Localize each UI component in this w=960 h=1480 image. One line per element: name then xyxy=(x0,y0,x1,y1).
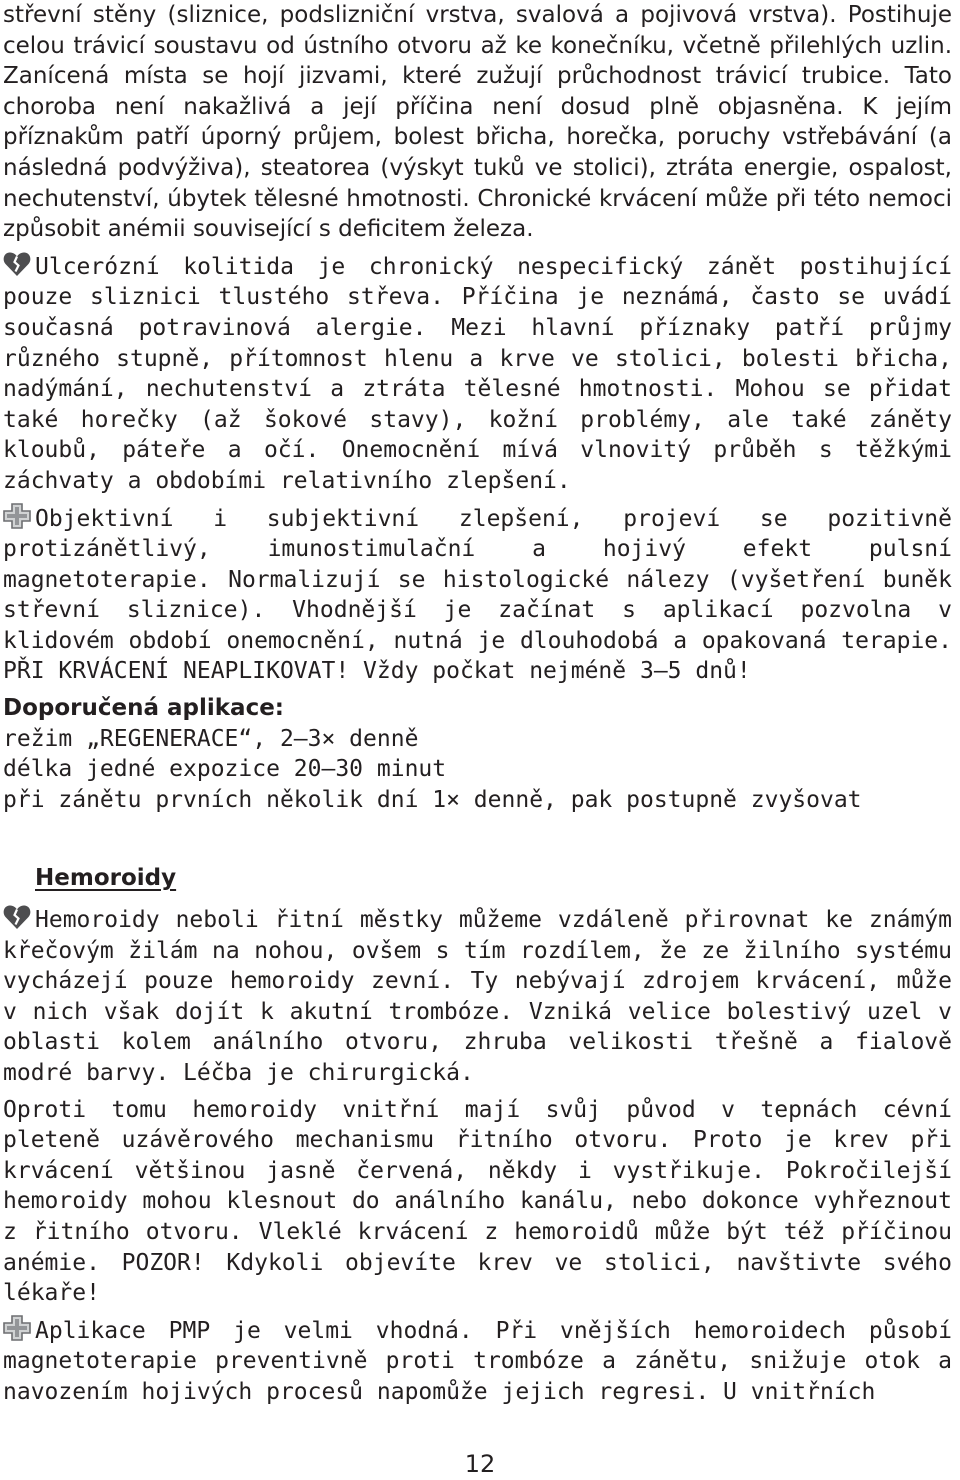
paragraph-crohn: střevní stěny (sliznice, podslizniční vrstva, svalová a pojivová vrstva). Postihuje celou trávicí soustavu od ústního otvoru až ke konečníku, včetně přilehlých uzlin. Zanícená místa se hojí jizvami, které zužují průchodnost trávicí trubice. Tato choroba není nakažlivá a její příčina není dosud plně objasněna. K jejím příznakům patří úporný průjem, bolest břicha, horečka, poruchy vstřebávání (a následná podvýživa), steatorea (výskyt tuků ve stolici), ztráta energie, ospalost, nechutenství, úbytek tělesné hmotnosti. Chronické krvácení může při této nemoci způsobit anémii související s deficitem železa. xyxy=(3,2,952,243)
broken-heart-icon xyxy=(3,904,31,930)
broken-heart-icon xyxy=(3,251,31,277)
paragraph-ulcerative-colitis xyxy=(3,251,952,497)
paragraph-hemorrhoids-external xyxy=(3,904,952,1089)
page-number: 12 xyxy=(464,1450,496,1478)
paragraph-therapy-colitis xyxy=(3,503,952,688)
cross-icon xyxy=(3,1315,31,1341)
paragraph-therapy-hemorrhoids xyxy=(3,1315,952,1408)
paragraph-text: Aplikace PMP je velmi vhodná. Při vnějších hemoroidech působí magnetoterapie preventivně proti trombóze a zánětu, snižuje otok a navozením hojivých procesů napomůže jejich regresi. U vnitřních xyxy=(3,1317,952,1405)
application-line-3: při zánětu prvních několik dní 1× denně, pak postupně zvyšovat xyxy=(3,786,862,813)
cross-icon xyxy=(3,503,31,529)
application-line-1: režim „REGENERACE“, 2–3× denně xyxy=(3,725,419,752)
section-title-hemoroidy: Hemoroidy xyxy=(35,865,177,892)
paragraph-hemorrhoids-internal: Oproti tomu hemoroidy vnitřní mají svůj původ v tepnách cévní pleteně uzávěrového mechanismu řitního otvoru. Proto je krev při krvácení většinou jasně červená, někdy i vystřikuje. Pokročilejší hemoroidy mohou klesnout do análního kanálu, nebo dokonce vyhřeznout z řitního otvoru. Vleklé krvácení z hemoroidů může být též příčinou anémie. POZOR! Kdykoli objevíte krev ve stolici, navštivte svého lékaře! xyxy=(3,1096,952,1307)
paragraph-text: Hemoroidy neboli řitní městky můžeme vzdáleně přirovnat ke známým křečovým žilám na nohou, ovšem s tím rozdílem, že ze žilního systému vycházejí pouze hemoroidy zevní. Ty nebývají zdrojem krvácení, může v nich však dojít k akutní trombóze. Vzniká velice bolestivý uzel v oblasti kolem análního otvoru, zhruba velikosti třešně a fialově modré barvy. Léčba je chirurgická. xyxy=(3,907,952,1086)
paragraph-text: Ulcerózní kolitida je chronický nespecifický zánět postihující pouze sliznici tlustého střeva. Příčina je neznámá, často se uvádí současná potravinová alergie. Mezi hlavní příznaky patří průjmy různého stupně, přítomnost hlenu a krve ve stolici, bolesti břicha, nadýmání, nechutenství a ztráta tělesné hmotnosti. Mohou se přidat také horečky (až šokové stavy), kožní problémy, ale také záněty kloubů, páteře a očí. Onemocnění mívá vlnovitý průběh s těžkými záchvaty a obdobími relativního zlepšení. xyxy=(3,253,952,494)
paragraph-text: Objektivní i subjektivní zlepšení, projeví se pozitivně protizánětlivý, imunostimulační a hojivý efekt pulsní magnetoterapie. Normalizují se histologické nálezy (vyšetření buněk střevní sliznice). Vhodnější je začínat s aplikací pozvolna v klidovém období onemocnění, nutná je dlouhodobá a opakovaná terapie. PŘI KRVÁCENÍ NEAPLIKOVAT! Vždy počkat nejméně 3–5 dnů! xyxy=(3,505,952,685)
application-line-2: délka jedné expozice 20–30 minut xyxy=(3,756,447,783)
application-heading: Doporučená aplikace: xyxy=(3,695,285,722)
